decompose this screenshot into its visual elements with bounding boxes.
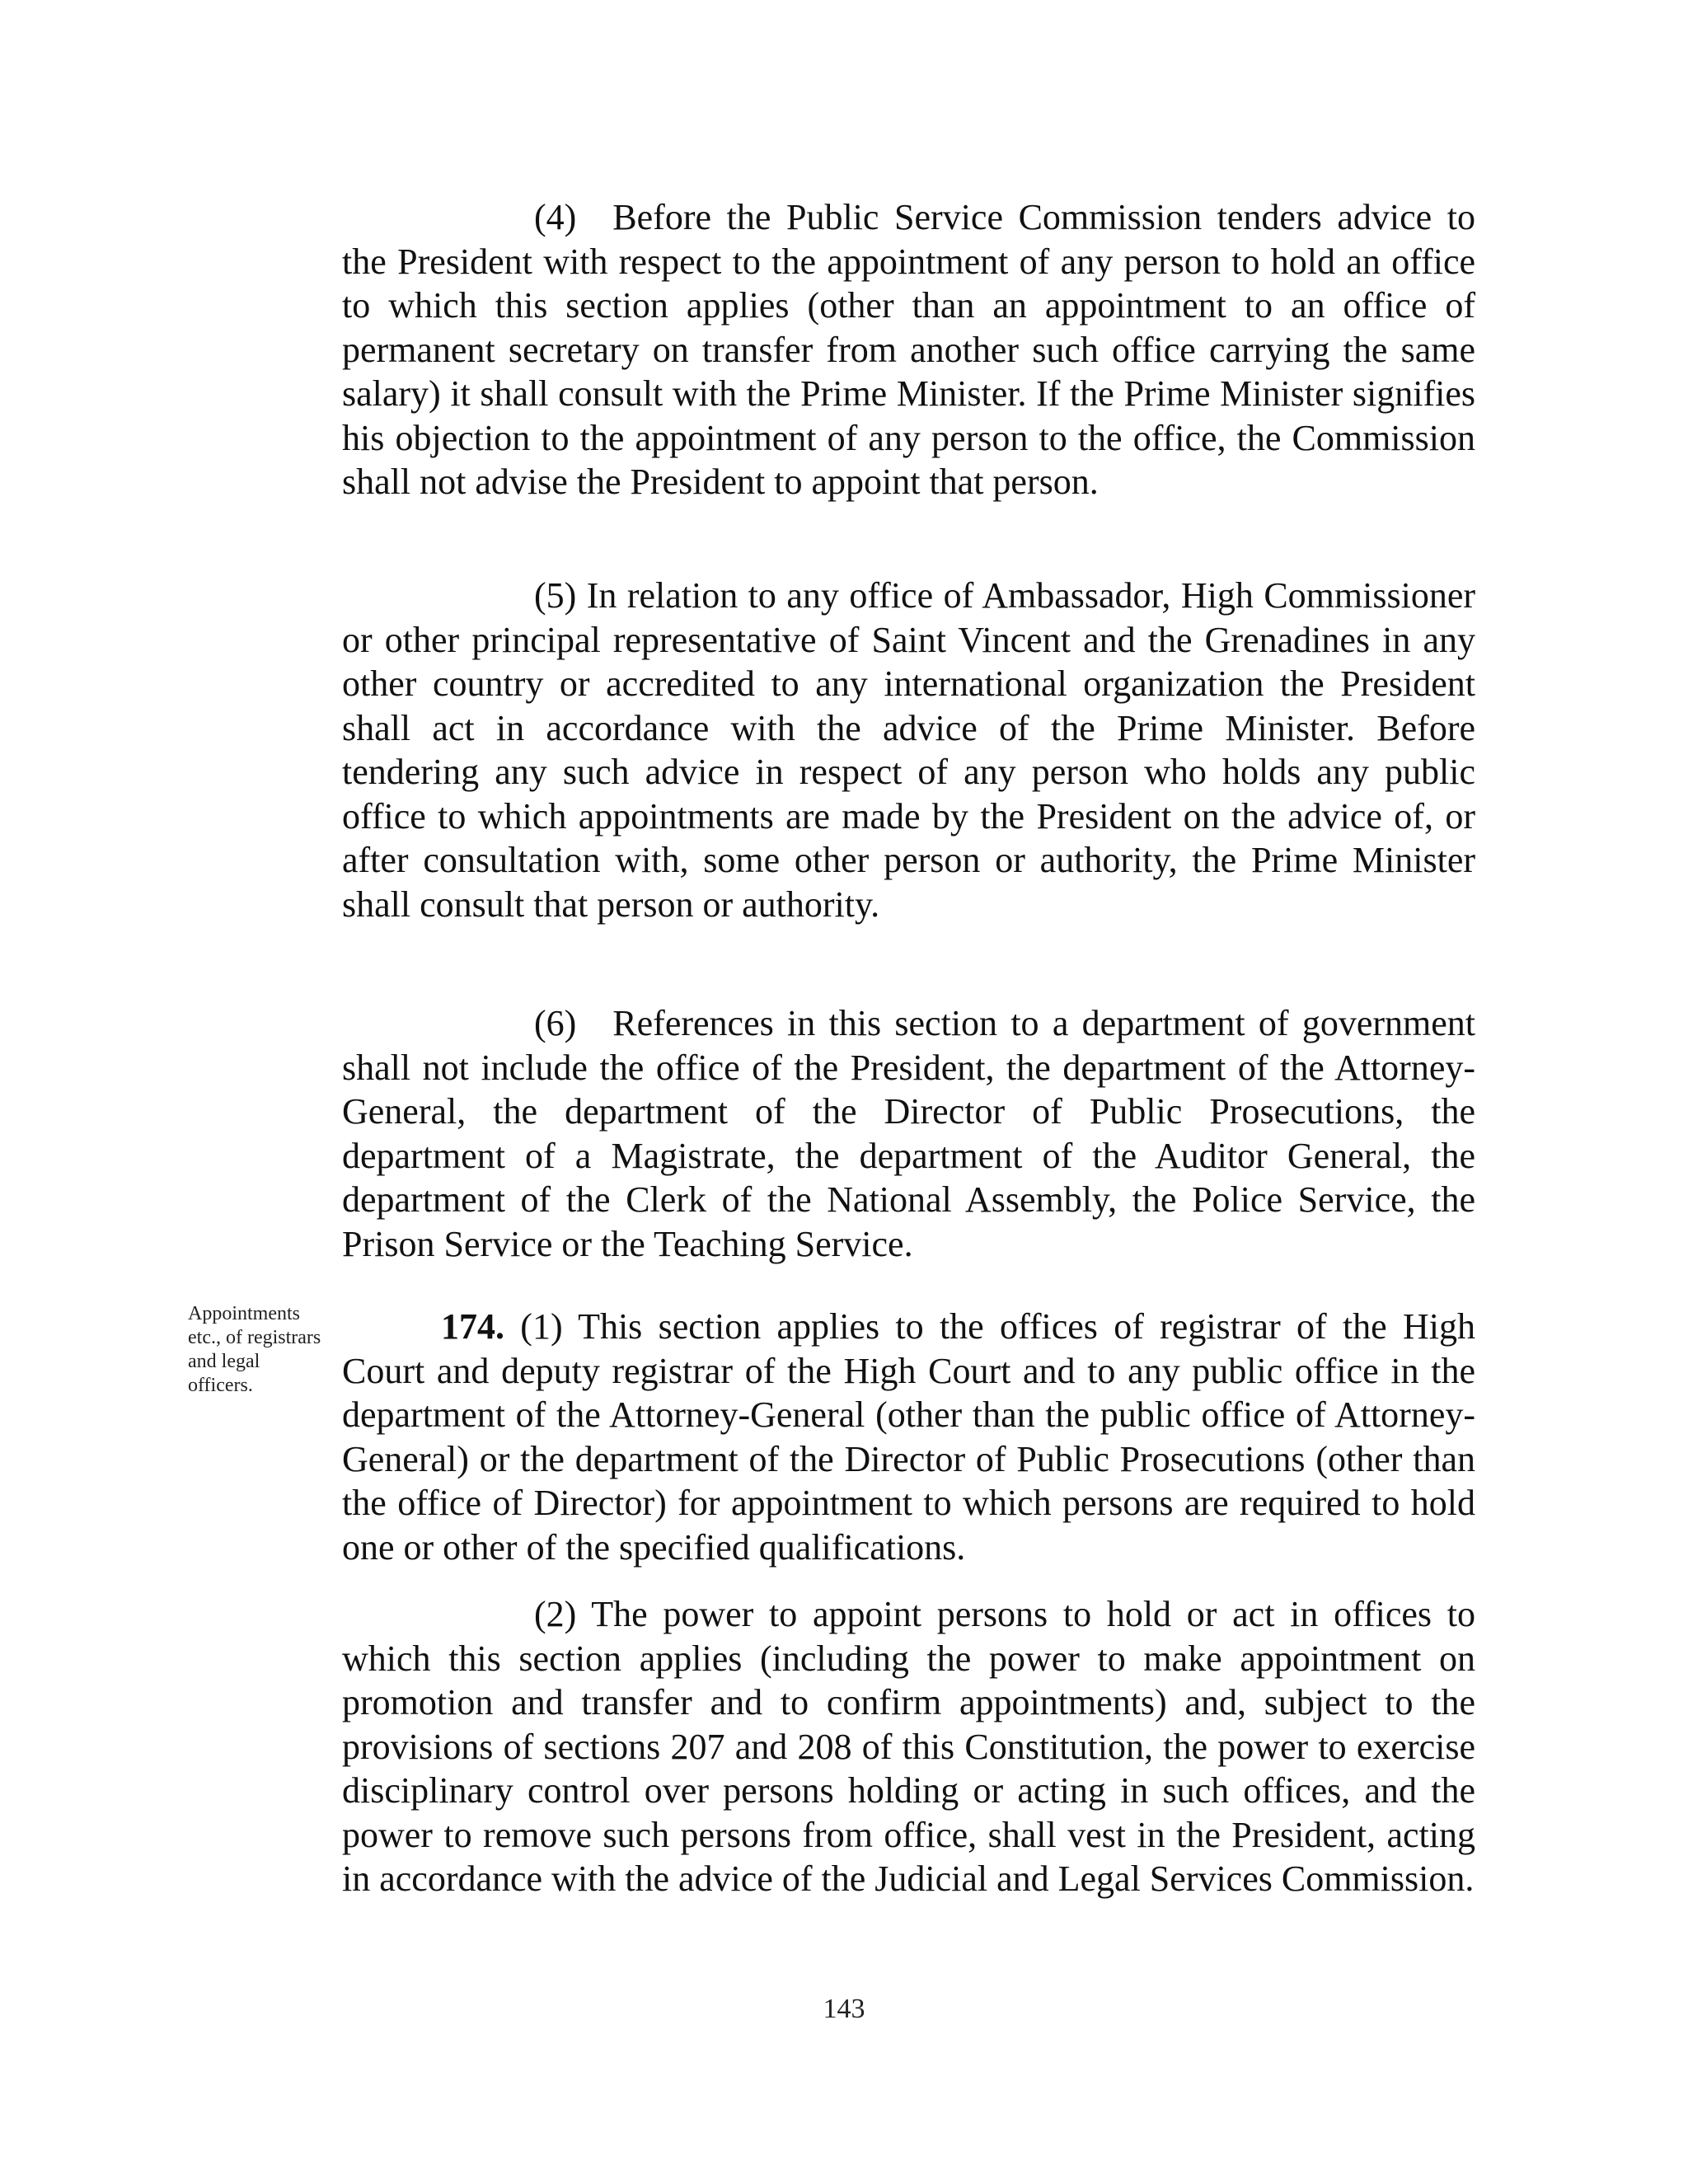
section-174-subsection-1-text: (1) This section applies to the offices of registrar of the High Court and deputy registrar of the High Court and to any public office in the department of the Attorney-General (other than the public office of Attorney-General) or the department of the Director of Public Prosecutions (other than the office of Director) for appointment to which persons are required to hold one or other of the specified qualifications. [342, 1306, 1475, 1568]
section-number: 174. [441, 1306, 504, 1347]
paragraph-subsection-4: (4) Before the Public Service Commission tenders advice to the President with respect to the appointment of any person to hold an office to which this section applies (other than an appointment to an office of permanent secretary on transfer from another such office carrying the same salary) it shall consult with the Prime Minister. If the Prime Minister signifies his objection to the appointment of any person to the office, the Commission shall not advise the President to appoint that person. [342, 197, 1475, 502]
paragraph-subsection-6: (6) References in this section to a department of government shall not include the office of the President, the department of the Attorney-General, the department of the Director of Public Prosecutions, the department of a Magistrate, the department of the Auditor General, the department of the Clerk of the National Assembly, the Police Service, the Prison Service or the Teaching Service. [342, 1003, 1475, 1264]
paragraph-subsection-5: (5) In relation to any office of Ambassador, High Commissioner or other principal representative of Saint Vincent and the Grenadines in any other country or accredited to any international organization the President shall act in accordance with the advice of the Prime Minister. Before tendering any such advice in respect of any person who holds any public office to which appointments are made by the President on the advice of, or after consultation with, some other person or authority, the Prime Minister shall consult that person or authority. [342, 575, 1475, 925]
page-number: 143 [823, 1994, 865, 2024]
marginal-note: Appointments etc., of registrars and legal officers. [188, 1303, 321, 1396]
section-174-subsection-2: (2) The power to appoint persons to hold or act in offices to which this section applies (including the power to make appointment on promotion and transfer and to confirm appointments) and, subject to the provisions of sections 207 and 208 of this Constitution, the power to exercise disciplinary control over persons holding or acting in such offices, and the power to remove such persons from office, shall vest in the President, acting in accordance with the advice of the Judicial and Legal Services Commission. [342, 1594, 1475, 1899]
section-174-subsection-1 [342, 1305, 1475, 1569]
